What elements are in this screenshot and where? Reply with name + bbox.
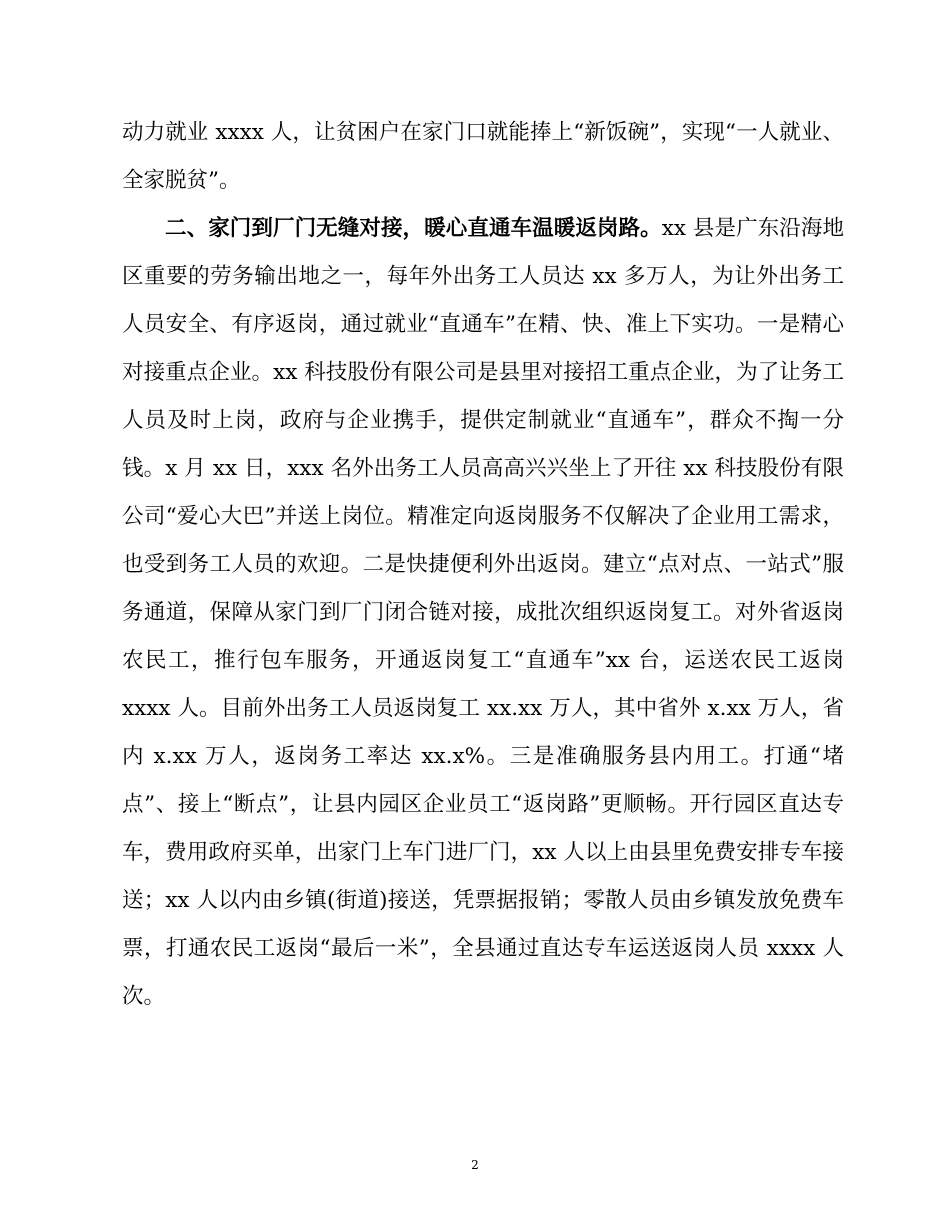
page-number: 2 [471, 1158, 479, 1172]
paragraph-section-two [122, 205, 844, 1021]
paragraph-continuation [122, 109, 844, 205]
section-heading: 二、家门到厂门无缝对接，暖心直通车温暖返岗路。 [165, 216, 662, 241]
body-text [122, 109, 844, 1021]
paragraph-text: 动力就业 xxxx 人，让贫困户在家门口就能捧上“新饭碗”，实现“一人就业、全家脱贫”。 [122, 120, 844, 193]
paragraph-text: xx 县是广东沿海地区重要的劳务输出地之一，每年外出务工人员达 xx 多万人，为让外出务工人员安全、有序返岗，通过就业“直通车”在精、快、准上下实功。一是精心对接重点企业。xx 科技股份有限公司是县里对接招工重点企业，为了让务工人员及时上岗，政府与企业携手，提供定制就业“直通车”，群众不掏一分钱。x 月 xx 日，xxx 名外出务工人员高高兴兴坐上了开往 xx 科技股份有限公司“爱心大巴”并送上岗位。精准定向返岗服务不仅解决了企业用工需求，也受到务工人员的欢迎。二是快捷便利外出返岗。建立“点对点、一站式”服务通道，保障从家门到厂门闭合链对接，成批次组织返岗复工。对外省返岗农民工，推行包车服务，开通返岗复工“直通车”xx 台，运送农民工返岗 xxxx 人。目前外出务工人员返岗复工 xx.xx 万人，其中省外 x.xx 万人，省内 x.xx 万人，返岗务工率达 xx.x%。三是准确服务县内用工。打通“堵点”、接上“断点”，让县内园区企业员工“返岗路”更顺畅。开行园区直达专车，费用政府买单，出家门上车门进厂门，xx 人以上由县里免费安排专车接送；xx 人以内由乡镇(街道)接送，凭票据报销；零散人员由乡镇发放免费车票，打通农民工返岗“最后一米”，全县通过直达专车运送返岗人员 xxxx 人次。 [122, 216, 844, 1009]
